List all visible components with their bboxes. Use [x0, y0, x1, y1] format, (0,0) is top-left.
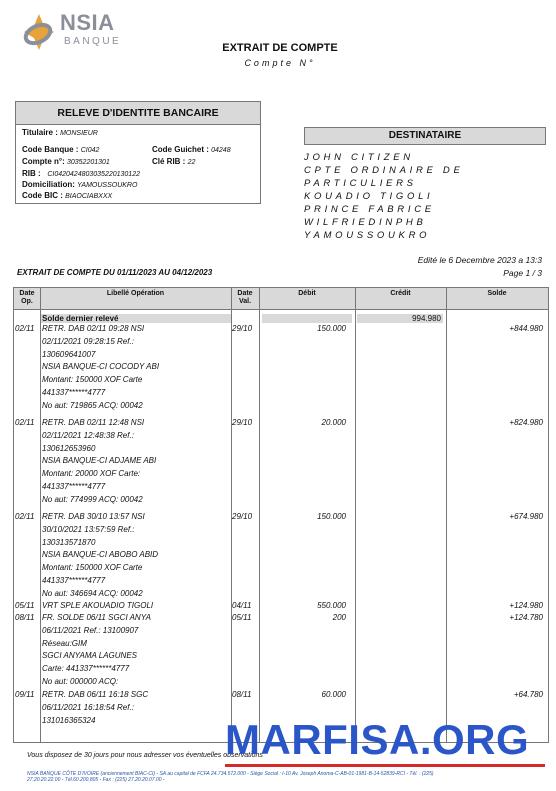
row-debit: 200 — [332, 613, 346, 622]
row-date-op: 02/11 — [15, 324, 35, 333]
footer-legal: NSIA BANQUE CÔTE D'IVOIRE (anciennement BIAC-CI) - SA au capital de FCFA 24.734.572.000 - Siège Social : I-10 Av. Joseph Anoma-C-AB-01-1981-B-14-52839-RCI - Tél. : (225) 27.20.20.22.00 - Tél.60.200.805 - Fax : (225) 27.20.20.07.00 - — [27, 771, 434, 783]
nsia-logo-icon — [22, 12, 56, 52]
col-libelle: Libellé Opération — [106, 290, 165, 297]
row-libelle-line: NSIA BANQUE-CI ADJAME ABI — [42, 456, 157, 466]
titulaire-label: Titulaire : — [22, 128, 58, 137]
row-libelle-line: No aut: 774999 ACQ: 00042 — [42, 494, 143, 504]
destinataire-line: PARTICULIERS — [304, 178, 417, 189]
row-libelle-line: 02/11/2021 12:48:38 Ref.: — [42, 430, 134, 440]
row-libelle-line: SGCI ANYAMA LAGUNES — [42, 651, 137, 661]
logo-name: NSIA — [60, 10, 115, 35]
rib-row — [22, 169, 140, 178]
code-guichet-row — [152, 145, 231, 154]
row-solde: +844.980 — [509, 324, 543, 333]
bic-label: Code BIC : — [22, 191, 63, 200]
destinataire-line: JOHN CITIZEN — [304, 152, 414, 163]
code-guichet-label: Code Guichet : — [152, 145, 209, 154]
row-libelle-line: 130313571870 — [42, 537, 96, 547]
page-subtitle: Compte N° — [244, 58, 316, 68]
logo-sub: BANQUE — [64, 36, 122, 47]
destinataire-line: PRINCE FABRICE — [304, 204, 435, 215]
row-libelle-line: Réseau:GIM — [42, 638, 87, 648]
row-libelle-line: RETR. DAB 02/11 09:28 NSI — [42, 324, 145, 333]
compte-value: 30352201301 — [66, 159, 110, 166]
destinataire-line: YAMOUSSOUKRO — [304, 230, 431, 241]
row-libelle-line: 30/10/2021 13:57:59 Ref.: — [42, 524, 135, 534]
row-solde: +124.980 — [509, 601, 543, 610]
row-libelle-line: No aut: 346694 ACQ: 00042 — [42, 588, 143, 598]
compte-label: Compte n°: — [22, 157, 65, 166]
row-solde: +124.780 — [509, 613, 543, 622]
row-debit: 150.000 — [317, 324, 346, 333]
watermark-underline — [225, 764, 545, 767]
solde-bar — [262, 314, 352, 323]
row-libelle-line: Montant: 20000 XOF Carte: — [42, 469, 141, 479]
row-libelle-line: No aut: 719865 ACQ: 00042 — [42, 400, 143, 410]
page-number: Page 1 / 3 — [503, 268, 542, 278]
row-date-op: 02/11 — [15, 512, 35, 521]
row-date-val: 29/10 — [232, 418, 253, 427]
row-date-val: 29/10 — [232, 324, 253, 333]
bic-row — [22, 191, 112, 200]
rib-box — [15, 101, 261, 204]
code-banque-label: Code Banque : — [22, 145, 79, 154]
footer-note: Vous disposez de 30 jours pour nous adresser vos éventuelles observations — [27, 752, 263, 759]
edit-date: Edité le 6 Decembre 2023 a 13:3 — [417, 255, 542, 265]
row-solde: +824.980 — [509, 418, 543, 427]
domiciliation-row — [22, 180, 137, 189]
cle-row — [152, 157, 195, 166]
col-date-op: Date Op. — [19, 290, 35, 305]
table-header — [14, 288, 548, 310]
row-libelle-line: 02/11/2021 09:28:15 Ref.: — [42, 336, 134, 346]
statement-period: EXTRAIT DE COMPTE DU 01/11/2023 AU 04/12/2023 — [17, 268, 213, 277]
row-libelle-line: 130609641007 — [42, 349, 96, 359]
rib-value: CI0420424803035220130122 — [47, 171, 140, 178]
row-debit: 150.000 — [317, 512, 346, 521]
row-libelle-line: Carte: 441337******4777 — [42, 664, 130, 674]
bic-value: BIAOCIABXXX — [65, 193, 113, 200]
row-libelle-line: FR. SOLDE 06/11 SGCI ANYA — [42, 613, 151, 622]
solde-dernier-label: Solde dernier relevé — [42, 314, 119, 323]
row-date-val: 29/10 — [232, 512, 253, 521]
row-debit: 20.000 — [321, 418, 346, 427]
row-date-val: 04/11 — [232, 601, 252, 610]
row-libelle-line: RETR. DAB 06/11 16:18 SGC — [42, 690, 149, 699]
rib-label: RIB : — [22, 169, 41, 178]
code-banque-value: CI042 — [80, 147, 100, 154]
col-debit: Débit — [298, 290, 316, 297]
destinataire-line: KOUADIO TIGOLI — [304, 191, 434, 202]
row-solde: +674.980 — [509, 512, 543, 521]
code-guichet-value: 04248 — [211, 147, 231, 154]
row-date-op: 05/11 — [15, 601, 35, 610]
row-libelle-line: 06/11/2021 16:18:54 Ref.: — [42, 702, 134, 712]
col-date-val: Date Val. — [237, 290, 253, 305]
row-date-op: 09/11 — [15, 690, 35, 699]
row-libelle-line: No aut: 000000 ACQ: — [42, 677, 119, 686]
cle-value: 22 — [187, 159, 196, 166]
row-libelle-line: VRT SPLE AKOUADIO TIGOLI — [42, 601, 154, 610]
domiciliation-value: YAMOUSSOUKRO — [77, 182, 138, 189]
row-debit: 550.000 — [317, 601, 346, 610]
row-libelle-line: 441337******4777 — [42, 482, 106, 491]
row-solde: +64.780 — [513, 690, 543, 699]
domiciliation-label: Domiciliation: — [22, 180, 75, 189]
titulaire-value: MONSIEUR — [60, 130, 98, 137]
row-date-op: 02/11 — [15, 418, 35, 427]
col-credit: Crédit — [390, 290, 411, 297]
col-solde: Solde — [487, 290, 507, 297]
col-divider — [40, 288, 41, 742]
row-libelle-line: 441337******4777 — [42, 576, 106, 585]
row-libelle-line: 441337******4777 — [42, 388, 106, 397]
rib-heading: RELEVE D'IDENTITE BANCAIRE — [16, 102, 260, 125]
row-libelle-line: NSIA BANQUE-CI COCODY ABI — [42, 362, 160, 372]
page-title: EXTRAIT DE COMPTE — [222, 42, 338, 54]
row-libelle-line: Montant: 150000 XOF Carte — [42, 563, 143, 573]
row-debit: 60.000 — [321, 690, 346, 699]
compte-row — [22, 157, 110, 166]
destinataire-heading: DESTINATAIRE — [304, 127, 546, 145]
row-date-op: 08/11 — [15, 613, 35, 622]
solde-dernier-credit: 994.980 — [412, 314, 441, 323]
destinataire-line: WILFRIEDINPHB — [304, 217, 427, 228]
transactions-table — [13, 287, 549, 743]
row-libelle-line: NSIA BANQUE-CI ABOBO ABID — [42, 550, 159, 560]
row-libelle-line: Montant: 150000 XOF Carte — [42, 375, 143, 385]
destinataire-line: CPTE ORDINAIRE DE — [304, 165, 464, 176]
watermark: MARFISA.ORG — [225, 716, 530, 763]
row-libelle-line: RETR. DAB 30/10 13:57 NSI — [42, 512, 145, 521]
row-date-val: 05/11 — [232, 613, 252, 622]
cle-label: Clé RIB : — [152, 157, 186, 166]
row-libelle-line: RETR. DAB 02/11 12:48 NSI — [42, 418, 145, 427]
row-libelle-line: 130612653960 — [42, 443, 96, 453]
row-date-val: 08/11 — [232, 690, 252, 699]
row-libelle-line: 06/11/2021 Ref.: 13100907 — [42, 625, 139, 635]
titulaire-row — [22, 128, 98, 137]
code-banque-row — [22, 145, 99, 154]
row-libelle-line: 131016365324 — [42, 715, 96, 725]
col-divider — [355, 288, 356, 742]
